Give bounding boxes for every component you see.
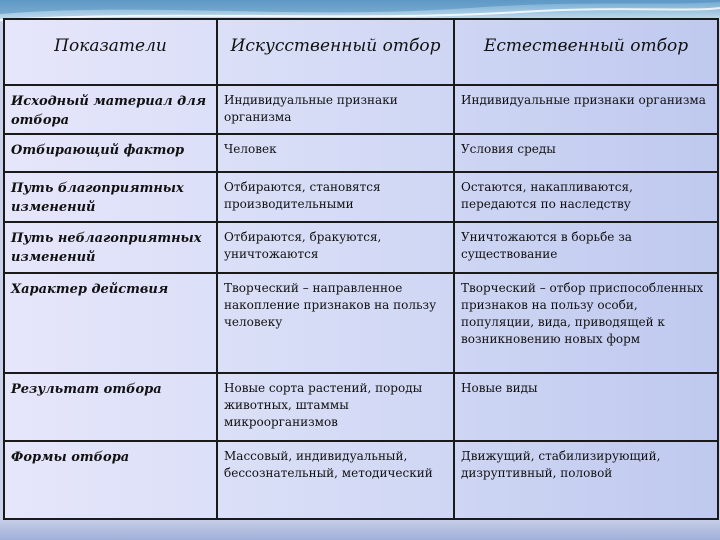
row-artificial-value: Отбираются, бракуются, уничтожаются xyxy=(217,222,454,273)
row-natural-value: Уничтожаются в борьбе за существование xyxy=(454,222,718,273)
row-artificial-value: Индивидуальные признаки организма xyxy=(217,85,454,134)
row-artificial-value: Новые сорта растений, породы животных, штаммы микроорганизмов xyxy=(217,373,454,441)
row-indicator: Характер действия xyxy=(4,273,217,373)
row-artificial-value: Отбираются, становятся производительными xyxy=(217,172,454,221)
row-natural-value: Условия среды xyxy=(454,134,718,172)
row-natural-value: Новые виды xyxy=(454,373,718,441)
row-artificial-value: Человек xyxy=(217,134,454,172)
row-natural-value: Творческий – отбор приспособленных признаков на пользу особи, популяции, вида, приводящей к возникновению новых форм xyxy=(454,273,718,373)
comparison-table xyxy=(3,18,719,520)
header-artificial-selection: Искусственный отбор xyxy=(217,19,454,85)
header-row xyxy=(4,19,718,85)
row-indicator: Результат отбора xyxy=(4,373,217,441)
row-indicator: Отбирающий фактор xyxy=(4,134,217,172)
header-natural-selection: Естественный отбор xyxy=(454,19,718,85)
row-artificial-value: Творческий – направленное накопление признаков на пользу человеку xyxy=(217,273,454,373)
row-indicator: Путь благоприятных изменений xyxy=(4,172,217,221)
row-indicator: Путь неблагоприятных изменений xyxy=(4,222,217,273)
table-row xyxy=(4,273,718,373)
table-row xyxy=(4,85,718,134)
row-natural-value: Индивидуальные признаки организма xyxy=(454,85,718,134)
row-indicator: Формы отбора xyxy=(4,441,217,519)
row-artificial-value: Массовый, индивидуальный, бессознательный, методический xyxy=(217,441,454,519)
row-indicator: Исходный материал для отбора xyxy=(4,85,217,134)
row-natural-value: Остаются, накапливаются, передаются по наследству xyxy=(454,172,718,221)
table-row xyxy=(4,373,718,441)
table-row xyxy=(4,134,718,172)
header-indicator: Показатели xyxy=(4,19,217,85)
table-row xyxy=(4,172,718,221)
slide-bottom-band xyxy=(0,520,720,540)
table-row xyxy=(4,441,718,519)
table-row xyxy=(4,222,718,273)
row-natural-value: Движущий, стабилизирующий, дизруптивный, половой xyxy=(454,441,718,519)
